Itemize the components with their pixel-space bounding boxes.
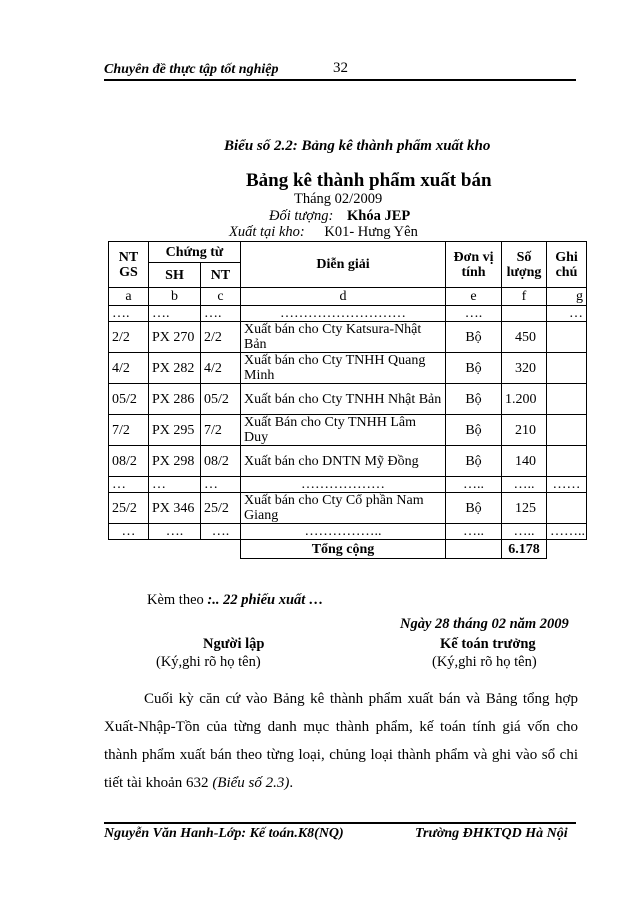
accountant-note: (Ký,ghi rõ họ tên) bbox=[432, 654, 537, 670]
col-so-luong bbox=[502, 242, 547, 288]
caption: Biểu số 2.2: Bảng kê thành phẩm xuất kho bbox=[224, 138, 491, 154]
total-spacer bbox=[547, 540, 587, 559]
object-label: Đối tượng: bbox=[269, 208, 334, 224]
letter-cell: f bbox=[502, 288, 547, 306]
cell-ntgs: 25/2 bbox=[109, 493, 149, 524]
col-ghi-chu-line2: chú bbox=[555, 264, 578, 280]
sign-date: Ngày 28 tháng 02 năm 2009 bbox=[400, 616, 569, 632]
report-title: Bảng kê thành phẩm xuất bán bbox=[246, 170, 492, 191]
dots-cell: … bbox=[149, 477, 201, 493]
attached-line bbox=[147, 592, 323, 609]
col-don-vi-line1: Đơn vị bbox=[453, 249, 494, 265]
table-row bbox=[109, 446, 587, 477]
accountant-title: Kế toán trưởng bbox=[440, 636, 536, 652]
cell-qty: 450 bbox=[502, 322, 547, 353]
dots-row bbox=[109, 306, 587, 322]
dots-row bbox=[109, 477, 587, 493]
table-row bbox=[109, 493, 587, 524]
dots-cell bbox=[502, 306, 547, 322]
col-so-luong-line2: lượng bbox=[506, 264, 542, 280]
dots-cell: … bbox=[109, 477, 149, 493]
object-value: Khóa JEP bbox=[347, 208, 411, 224]
col-dien-giai: Diễn giải bbox=[241, 242, 446, 288]
total-row bbox=[109, 540, 587, 559]
table-row bbox=[109, 322, 587, 353]
cell-qty: 125 bbox=[502, 493, 547, 524]
export-table bbox=[108, 241, 587, 559]
cell-ntgs: 7/2 bbox=[109, 415, 149, 446]
dots-cell: … bbox=[201, 477, 241, 493]
cell-ntgs: 2/2 bbox=[109, 322, 149, 353]
total-label: Tổng cộng bbox=[241, 540, 446, 559]
cell-nt: 05/2 bbox=[201, 384, 241, 415]
cell-qty: 320 bbox=[502, 353, 547, 384]
location-line bbox=[229, 224, 418, 241]
cell-sh: PX 346 bbox=[149, 493, 201, 524]
table-row bbox=[109, 384, 587, 415]
cell-nt: 4/2 bbox=[201, 353, 241, 384]
cell-desc: Xuất Bán cho Cty TNHH Lâm Duy bbox=[241, 415, 446, 446]
header-title: Chuyên đề thực tập tốt nghiệp bbox=[104, 62, 279, 77]
cell-unit: Bộ bbox=[446, 384, 502, 415]
cell-nt: 7/2 bbox=[201, 415, 241, 446]
cell-unit: Bộ bbox=[446, 415, 502, 446]
cell-note bbox=[547, 353, 587, 384]
cell-note bbox=[547, 322, 587, 353]
letter-row bbox=[109, 288, 587, 306]
header-row-1 bbox=[109, 242, 587, 263]
cell-unit: Bộ bbox=[446, 353, 502, 384]
cell-unit: Bộ bbox=[446, 446, 502, 477]
cell-qty: 140 bbox=[502, 446, 547, 477]
object-line bbox=[269, 208, 410, 225]
dots-cell: ….. bbox=[446, 524, 502, 540]
dots-cell: ….. bbox=[446, 477, 502, 493]
dots-row bbox=[109, 524, 587, 540]
cell-ntgs: 4/2 bbox=[109, 353, 149, 384]
dots-cell: ……………………… bbox=[241, 306, 446, 322]
dots-cell: ……………… bbox=[241, 477, 446, 493]
preparer-note: (Ký,ghi rõ họ tên) bbox=[156, 654, 261, 670]
letter-cell: d bbox=[241, 288, 446, 306]
col-nt-gs-line2: GS bbox=[119, 264, 138, 280]
cell-note bbox=[547, 493, 587, 524]
cell-sh: PX 270 bbox=[149, 322, 201, 353]
preparer-title: Người lập bbox=[203, 636, 265, 652]
paragraph-ref: (Biểu số 2.3) bbox=[212, 775, 290, 791]
footer-author: Nguyễn Văn Hanh-Lớp: Kế toán.K8(NQ) bbox=[104, 826, 344, 841]
col-sh: SH bbox=[149, 263, 201, 288]
col-nt: NT bbox=[201, 263, 241, 288]
attached-prefix: Kèm theo bbox=[147, 592, 208, 608]
total-value: 6.178 bbox=[502, 540, 547, 559]
attached-text: :.. 22 phiếu xuất … bbox=[207, 592, 324, 608]
cell-unit: Bộ bbox=[446, 322, 502, 353]
report-month: Tháng 02/2009 bbox=[294, 191, 383, 207]
cell-unit: Bộ bbox=[446, 493, 502, 524]
dots-cell: … bbox=[109, 524, 149, 540]
cell-sh: PX 298 bbox=[149, 446, 201, 477]
dots-cell: …. bbox=[149, 306, 201, 322]
footer-rule bbox=[104, 822, 576, 824]
dots-cell: …. bbox=[446, 306, 502, 322]
paragraph-end: . bbox=[289, 775, 294, 791]
table-row bbox=[109, 415, 587, 446]
cell-note bbox=[547, 446, 587, 477]
dots-cell: … bbox=[547, 306, 587, 322]
cell-desc: Xuất bán cho Cty Katsura-Nhật Bản bbox=[241, 322, 446, 353]
location-value: K01- Hưng Yên bbox=[324, 224, 418, 240]
cell-qty: 210 bbox=[502, 415, 547, 446]
dots-cell: …… bbox=[547, 477, 587, 493]
cell-desc: Xuất bán cho DNTN Mỹ Đồng bbox=[241, 446, 446, 477]
cell-ntgs: 05/2 bbox=[109, 384, 149, 415]
letter-cell: b bbox=[149, 288, 201, 306]
col-don-vi-line2: tính bbox=[461, 264, 486, 280]
dots-cell: …. bbox=[201, 524, 241, 540]
col-chung-tu: Chứng từ bbox=[149, 242, 241, 263]
location-label: Xuất tại kho: bbox=[229, 224, 305, 240]
paragraph-text: Cuối kỳ căn cứ vào Bảng kê thành phẩm xuất bán và Bảng tổng hợp Xuất-Nhập-Tồn của từng danh mục thành phẩm, kế toán tính giá vốn cho thành phẩm xuất bán theo từng loại, chủng loại thành phẩm và ghi vào sổ chi tiết tài khoản 632 bbox=[104, 691, 578, 791]
cell-sh: PX 282 bbox=[149, 353, 201, 384]
dots-cell: …………….. bbox=[241, 524, 446, 540]
col-so-luong-line1: Số bbox=[516, 249, 532, 265]
total-spacer bbox=[109, 540, 241, 559]
cell-nt: 2/2 bbox=[201, 322, 241, 353]
col-ghi-chu-line1: Ghi bbox=[555, 249, 578, 265]
col-ghi-chu bbox=[547, 242, 587, 288]
cell-desc: Xuất bán cho Cty TNHH Quang Minh bbox=[241, 353, 446, 384]
table-row bbox=[109, 353, 587, 384]
letter-cell: e bbox=[446, 288, 502, 306]
cell-note bbox=[547, 384, 587, 415]
letter-cell: c bbox=[201, 288, 241, 306]
letter-cell: g bbox=[547, 288, 587, 306]
cell-nt: 08/2 bbox=[201, 446, 241, 477]
cell-ntgs: 08/2 bbox=[109, 446, 149, 477]
cell-sh: PX 286 bbox=[149, 384, 201, 415]
total-empty bbox=[446, 540, 502, 559]
cell-nt: 25/2 bbox=[201, 493, 241, 524]
footer-school: Trường ĐHKTQD Hà Nội bbox=[415, 826, 568, 841]
dots-cell: …. bbox=[109, 306, 149, 322]
dots-cell: ….. bbox=[502, 524, 547, 540]
col-nt-gs-line1: NT bbox=[118, 249, 139, 265]
dots-cell: …. bbox=[201, 306, 241, 322]
letter-cell: a bbox=[109, 288, 149, 306]
cell-sh: PX 295 bbox=[149, 415, 201, 446]
cell-qty: 1.200 bbox=[502, 384, 547, 415]
body-paragraph bbox=[104, 685, 578, 797]
dots-cell: …. bbox=[149, 524, 201, 540]
col-nt-gs bbox=[109, 242, 149, 288]
dots-cell: …….. bbox=[547, 524, 587, 540]
dots-cell: ….. bbox=[502, 477, 547, 493]
header-rule bbox=[104, 79, 576, 81]
page-number: 32 bbox=[333, 60, 348, 76]
cell-desc: Xuất bán cho Cty TNHH Nhật Bản bbox=[241, 384, 446, 415]
cell-note bbox=[547, 415, 587, 446]
cell-desc: Xuất bán cho Cty Cổ phần Nam Giang bbox=[241, 493, 446, 524]
col-don-vi bbox=[446, 242, 502, 288]
